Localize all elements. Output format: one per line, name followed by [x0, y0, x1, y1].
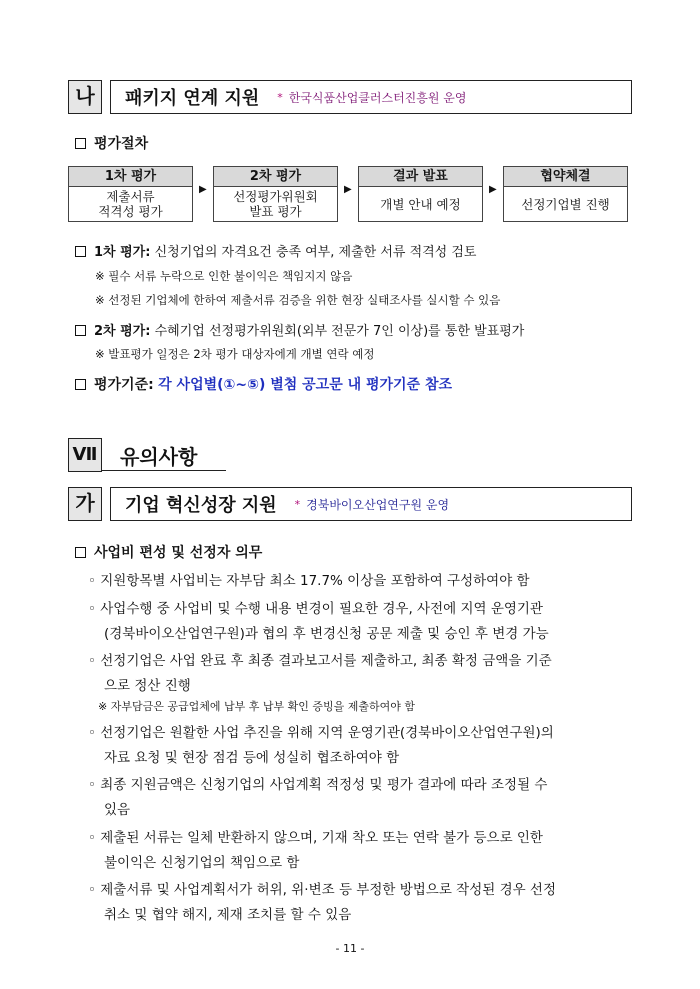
step-body: 선정기업별 진행 — [503, 187, 628, 222]
arrow-right-icon: ▶ — [489, 184, 497, 195]
arrow-right-icon: ▶ — [344, 184, 352, 195]
section-badge-vii: Ⅶ — [68, 438, 102, 472]
obligation-line: ◦ 선정기업은 원활한 사업 추진을 위해 지역 운영기관(경북바이오산업연구원)의 — [88, 725, 554, 741]
obligation-line: 취소 및 협약 해지, 제재 조치를 할 수 있음 — [104, 907, 352, 923]
page-number: - 11 - — [335, 942, 365, 955]
step-head: 결과 발표 — [358, 166, 483, 187]
obligation-line: ◦ 선정기업은 사업 완료 후 최종 결과보고서를 제출하고, 최종 확정 금액을 기준 — [88, 653, 552, 669]
obligation-line: 자료 요청 및 현장 점검 등에 성실히 협조하여야 함 — [104, 750, 400, 766]
checkbox-square-icon — [75, 246, 86, 257]
obligation-line: 으로 정산 진행 — [104, 678, 191, 694]
process-step-4 — [503, 166, 628, 222]
checkbox-square-icon — [75, 325, 86, 336]
obligation-line: ◦ 제출서류 및 사업계획서가 허위, 위·변조 등 부정한 방법으로 작성된 경우 선정 — [88, 882, 557, 898]
operating-org: 경북바이오산업연구원 운영 — [306, 497, 450, 512]
criteria-text: 각 사업별(①~⑤) 별첨 공고문 내 평가기준 참조 — [158, 377, 453, 393]
step-head: 1차 평가 — [68, 166, 193, 187]
star-mark: * — [294, 497, 301, 511]
criteria-label: 평가기준: — [94, 377, 154, 393]
obligation-note: ※ 자부담금은 공급업체에 납부 후 납부 확인 증빙을 제출하여야 함 — [98, 700, 415, 713]
step-head: 2차 평가 — [213, 166, 338, 187]
section-title: 기업 혁신성장 지원 — [125, 495, 277, 516]
section-title-vii: 유의사항 — [120, 445, 198, 469]
obligation-line: ◦ 제출된 서류는 일체 반환하지 않으며, 기재 착오 또는 연락 불가 등으로 인한 — [88, 830, 543, 846]
section-title-box-ga — [110, 487, 632, 521]
obligation-line: ◦ 지원항목별 사업비는 자부담 최소 17.7% 이상을 포함하여 구성하여야 함 — [88, 573, 530, 589]
process-step-1 — [68, 166, 193, 222]
second-eval-line — [75, 320, 524, 339]
obligation-line: 있음 — [104, 802, 131, 818]
second-eval-text: 수혜기업 선정평가위원회(외부 전문가 7인 이상)를 통한 발표평가 — [154, 324, 525, 339]
checkbox-square-icon — [75, 547, 86, 558]
obligation-line: 불이익은 신청기업의 책임으로 함 — [104, 855, 300, 871]
operating-org: 한국식품산업클러스터진흥원 운영 — [288, 90, 467, 105]
checkbox-square-icon — [75, 138, 86, 149]
first-eval-text: 신청기업의 자격요건 충족 여부, 제출한 서류 적격성 검토 — [154, 245, 477, 260]
obligations-heading: 사업비 편성 및 선정자 의무 — [75, 542, 262, 562]
process-step-3 — [358, 166, 483, 222]
eval-process-heading: 평가절차 — [75, 133, 148, 153]
section-badge-ga: 가 — [68, 487, 102, 521]
checkbox-square-icon — [75, 379, 86, 390]
obligation-line: ◦ 사업수행 중 사업비 및 수행 내용 변경이 필요한 경우, 사전에 지역 운영기관 — [88, 601, 543, 617]
obligation-line: (경북바이오산업연구원)과 협의 후 변경신청 공문 제출 및 승인 후 변경 가능 — [104, 626, 549, 642]
step-body: 제출서류 적격성 평가 — [68, 187, 193, 222]
step-head: 협약체결 — [503, 166, 628, 187]
obligation-line: ◦ 최종 지원금액은 신청기업의 사업계획 적정성 및 평가 결과에 따라 조정될 수 — [88, 777, 548, 793]
second-eval-note-1: ※ 발표평가 일정은 2차 평가 대상자에게 개별 연락 예정 — [95, 347, 375, 361]
criteria-line — [75, 374, 452, 394]
first-eval-label: 1차 평가: — [94, 245, 151, 260]
section-title: 패키지 연계 지원 — [125, 88, 260, 109]
first-eval-line — [75, 241, 477, 260]
step-body: 선정평가위원회 발표 평가 — [213, 187, 338, 222]
first-eval-note-1: ※ 필수 서류 누락으로 인한 불이익은 책임지지 않음 — [95, 269, 353, 283]
arrow-right-icon: ▶ — [199, 184, 207, 195]
star-mark: * — [277, 90, 283, 104]
process-step-2 — [213, 166, 338, 222]
step-body: 개별 안내 예정 — [358, 187, 483, 222]
section-title-box-na — [110, 80, 632, 114]
second-eval-label: 2차 평가: — [94, 324, 151, 339]
section-underline — [102, 470, 226, 471]
first-eval-note-2: ※ 선정된 기업체에 한하여 제출서류 검증을 위한 현장 실태조사를 실시할 수 있음 — [95, 293, 501, 307]
section-badge-na: 나 — [68, 80, 102, 114]
